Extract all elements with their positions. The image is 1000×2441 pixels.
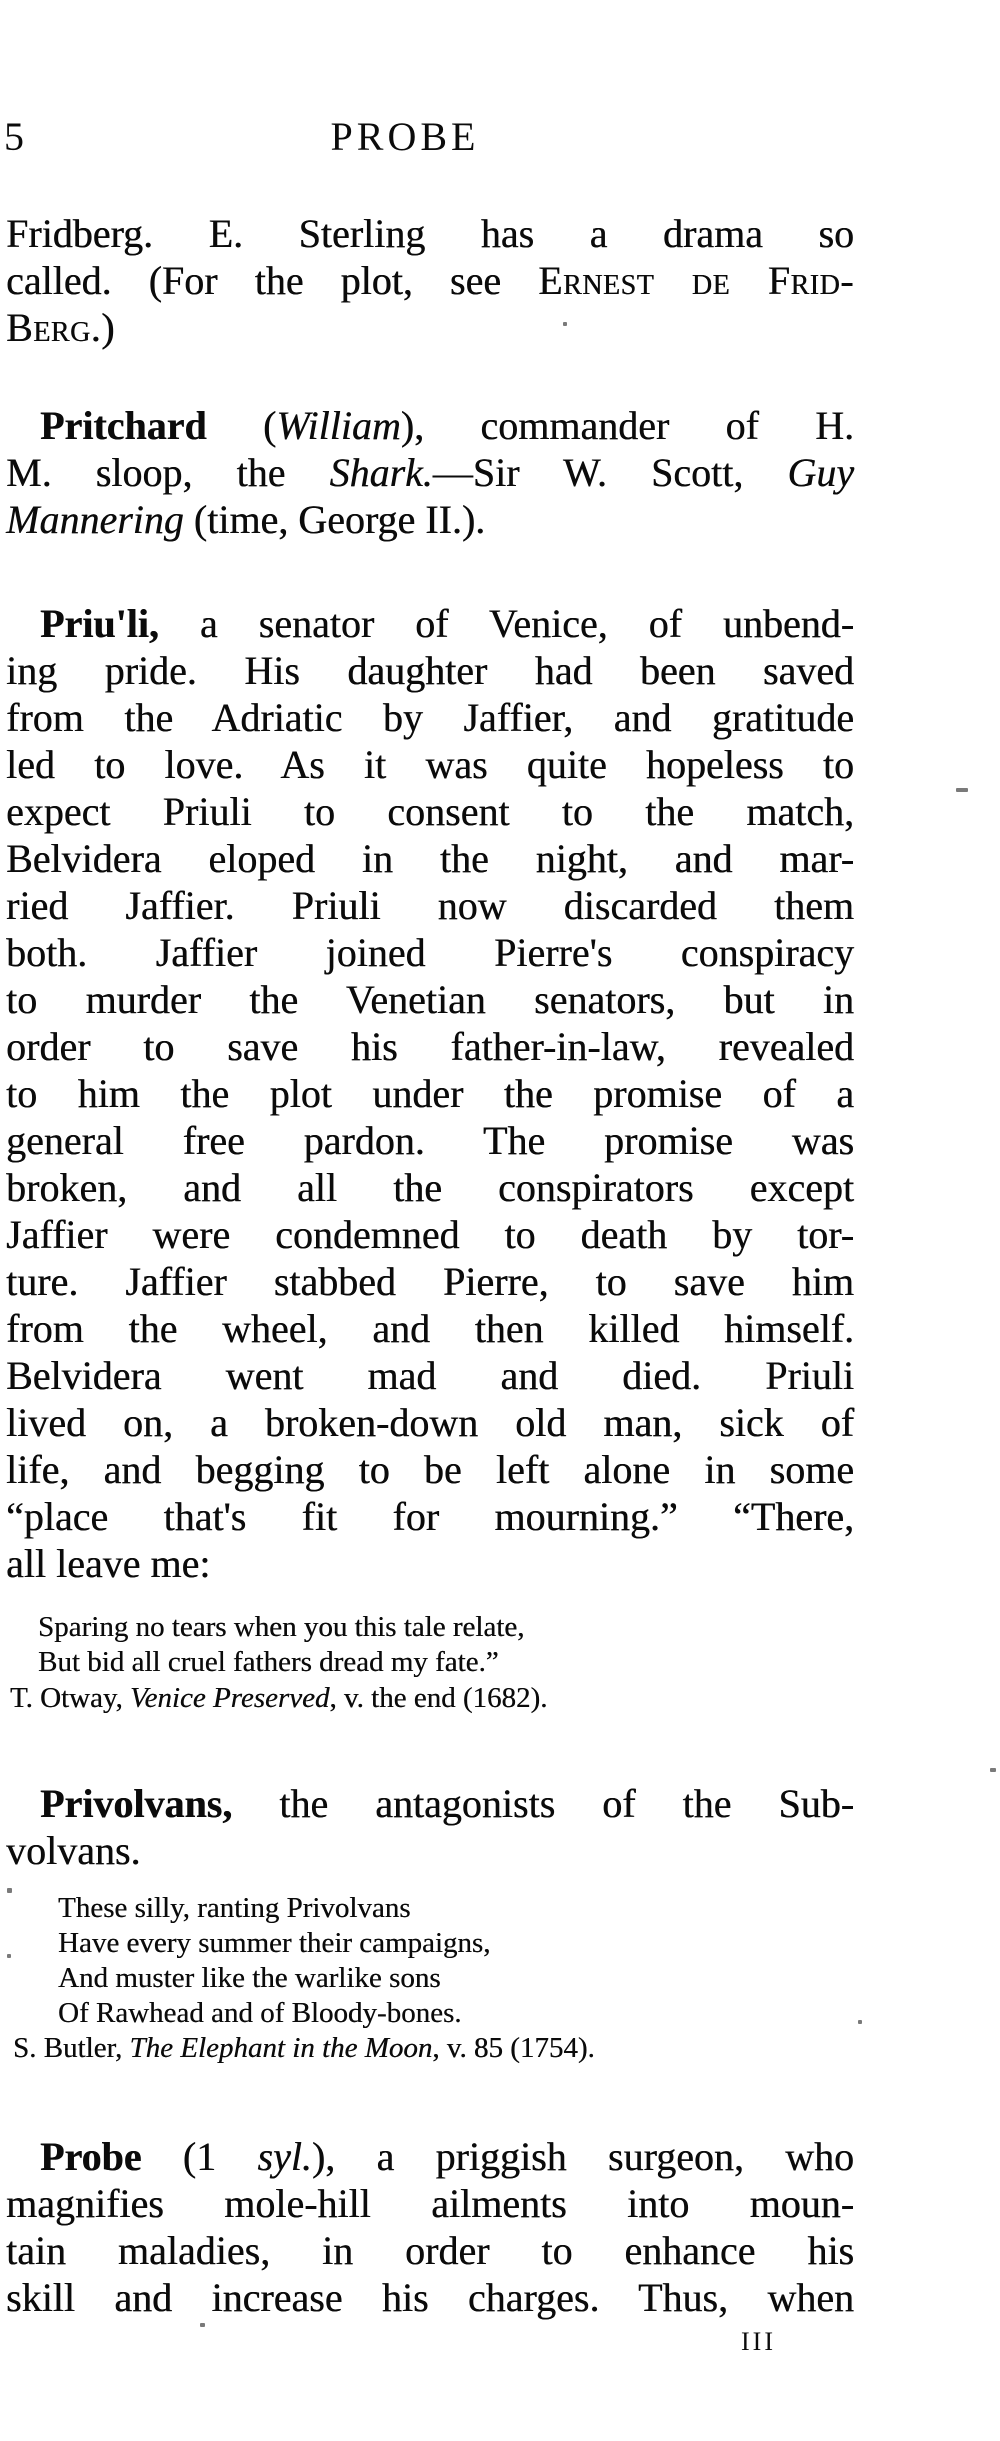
text-segment: ried Jaffier. Priuli now discarded them xyxy=(6,883,854,928)
text-segment: Pritchard xyxy=(40,403,207,448)
text-segment: Of Rawhead and of Bloody-bones. xyxy=(58,1997,462,2029)
text-segment: lived on, a broken-down old man, sick of xyxy=(6,1400,854,1445)
text-segment: Mannering xyxy=(6,497,184,542)
text-segment: syl. xyxy=(257,2134,312,2179)
citation-otway xyxy=(10,1681,840,1716)
text-line xyxy=(6,496,854,543)
text-line xyxy=(6,1352,854,1399)
text-segment: Venice Preserved xyxy=(130,1682,330,1714)
text-segment: , v. the end (1682). xyxy=(329,1682,548,1714)
text-line xyxy=(6,835,854,882)
text-segment: S. Butler, xyxy=(13,2032,130,2064)
text-segment: Shark. xyxy=(329,450,433,495)
text-line xyxy=(6,1399,854,1446)
text-segment: led to love. As it was quite hopeless to xyxy=(6,742,854,787)
scan-speck xyxy=(858,2020,862,2024)
entry-priuli xyxy=(6,600,854,1587)
text-line xyxy=(6,257,854,304)
text-segment: Sparing no tears when you this tale relate, xyxy=(38,1611,525,1643)
text-line xyxy=(10,1681,840,1716)
text-line xyxy=(6,2274,854,2321)
text-segment: M. sloop, the xyxy=(6,450,330,495)
scan-speck xyxy=(200,2323,205,2327)
text-segment: Belvidera went mad and died. Priuli xyxy=(6,1353,854,1398)
text-segment: Ernest de Frid- xyxy=(538,258,854,303)
text-line xyxy=(6,402,854,449)
text-segment: ), commander of H. xyxy=(400,403,854,448)
text-segment: William xyxy=(276,403,401,448)
text-line xyxy=(6,1023,854,1070)
text-line xyxy=(6,1117,854,1164)
entry-fridberg-continuation xyxy=(6,210,854,351)
scan-speck xyxy=(7,1954,11,1958)
text-segment: T. Otway, xyxy=(10,1682,130,1714)
text-line xyxy=(6,210,854,257)
text-segment: Have every summer their campaigns, xyxy=(58,1927,491,1959)
text-segment: magnifies mole-hill ailments into moun- xyxy=(6,2181,854,2226)
text-segment: Berg.) xyxy=(6,305,115,350)
text-line xyxy=(6,1258,854,1305)
text-line xyxy=(6,2227,854,2274)
text-line xyxy=(6,2180,854,2227)
text-line xyxy=(58,1926,848,1961)
text-line xyxy=(6,1070,854,1117)
text-segment: to him the plot under the promise of a xyxy=(6,1071,854,1116)
text-segment: Probe xyxy=(40,2134,142,2179)
text-segment: , v. 85 (1754). xyxy=(432,2032,595,2064)
text-segment: to murder the Venetian senators, but in xyxy=(6,977,854,1022)
text-segment: from the wheel, and then killed himself. xyxy=(6,1306,854,1351)
text-line xyxy=(58,1961,848,1996)
text-segment: ing pride. His daughter had been saved xyxy=(6,648,854,693)
entry-pritchard xyxy=(6,402,854,543)
text-segment: —Sir W. Scott, xyxy=(432,450,788,495)
text-line xyxy=(6,788,854,835)
text-segment: life, and begging to be left alone in some xyxy=(6,1447,854,1492)
text-line xyxy=(6,304,854,351)
text-segment: ( xyxy=(206,403,277,448)
text-line xyxy=(6,1540,854,1587)
text-line xyxy=(38,1610,838,1645)
text-segment: These silly, ranting Privolvans xyxy=(58,1892,411,1924)
scan-speck xyxy=(7,1888,12,1893)
text-segment: tain maladies, in order to enhance his xyxy=(6,2228,854,2273)
entry-probe xyxy=(6,2133,854,2321)
text-line xyxy=(6,1780,854,1827)
text-segment: Jaffier were condemned to death by tor- xyxy=(6,1212,854,1257)
text-line xyxy=(38,1645,838,1680)
text-segment: volvans. xyxy=(6,1828,141,1873)
text-segment: expect Priuli to consent to the match, xyxy=(6,789,854,834)
text-line xyxy=(6,741,854,788)
text-segment: called. (For the plot, see xyxy=(6,258,539,303)
text-line xyxy=(6,694,854,741)
citation-butler xyxy=(13,2031,843,2066)
text-line xyxy=(13,2031,843,2066)
text-segment: Fridberg. E. Sterling has a drama so xyxy=(6,211,854,256)
text-segment: And muster like the warlike sons xyxy=(58,1962,441,1994)
verse-butler xyxy=(58,1891,848,2031)
text-segment: (1 xyxy=(141,2134,258,2179)
text-segment: from the Adriatic by Jaffier, and gratitude xyxy=(6,695,854,740)
text-segment: general free pardon. The promise was xyxy=(6,1118,854,1163)
text-line xyxy=(6,600,854,647)
text-segment: all leave me: xyxy=(6,1541,211,1586)
text-line xyxy=(6,1446,854,1493)
page-number: 5 xyxy=(4,114,24,159)
text-line xyxy=(6,976,854,1023)
text-segment: “place that's fit for mourning.” “There, xyxy=(6,1494,854,1539)
text-segment: both. Jaffier joined Pierre's conspiracy xyxy=(6,930,854,975)
text-segment: a senator of Venice, of unbend- xyxy=(158,601,854,646)
text-segment: Guy xyxy=(787,450,854,495)
text-line xyxy=(6,449,854,496)
text-line xyxy=(6,929,854,976)
text-line xyxy=(58,1891,848,1926)
text-segment: But bid all cruel fathers dread my fate.” xyxy=(38,1646,499,1678)
text-segment: Priu'li, xyxy=(40,601,159,646)
text-line xyxy=(6,1493,854,1540)
quote-otway xyxy=(38,1610,838,1680)
text-segment: skill and increase his charges. Thus, when xyxy=(6,2275,854,2320)
text-line xyxy=(6,1211,854,1258)
text-line xyxy=(58,1996,848,2031)
scan-speck xyxy=(990,1768,996,1772)
text-segment: order to save his father-in-law, revealed xyxy=(6,1024,854,1069)
scan-speck xyxy=(563,322,567,326)
text-segment: (time, George II.). xyxy=(183,497,486,542)
text-segment: Privolvans, xyxy=(40,1781,233,1826)
text-line xyxy=(6,647,854,694)
text-segment: the antagonists of the Sub- xyxy=(232,1781,854,1826)
text-segment: ture. Jaffier stabbed Pierre, to save him xyxy=(6,1259,854,1304)
text-line xyxy=(6,2133,854,2180)
entry-privolvans xyxy=(6,1780,854,1874)
text-segment: The Elephant in the Moon xyxy=(129,2032,433,2064)
text-line xyxy=(6,1164,854,1211)
text-line xyxy=(6,1827,854,1874)
text-line xyxy=(6,882,854,929)
text-line xyxy=(6,1305,854,1352)
text-segment: broken, and all the conspirators except xyxy=(6,1165,854,1210)
running-head: PROBE xyxy=(330,114,480,159)
text-segment: ), a priggish surgeon, who xyxy=(311,2134,854,2179)
text-segment: Belvidera eloped in the night, and mar- xyxy=(6,836,854,881)
signature-mark: III xyxy=(741,2327,776,2356)
scan-speck xyxy=(956,788,968,792)
